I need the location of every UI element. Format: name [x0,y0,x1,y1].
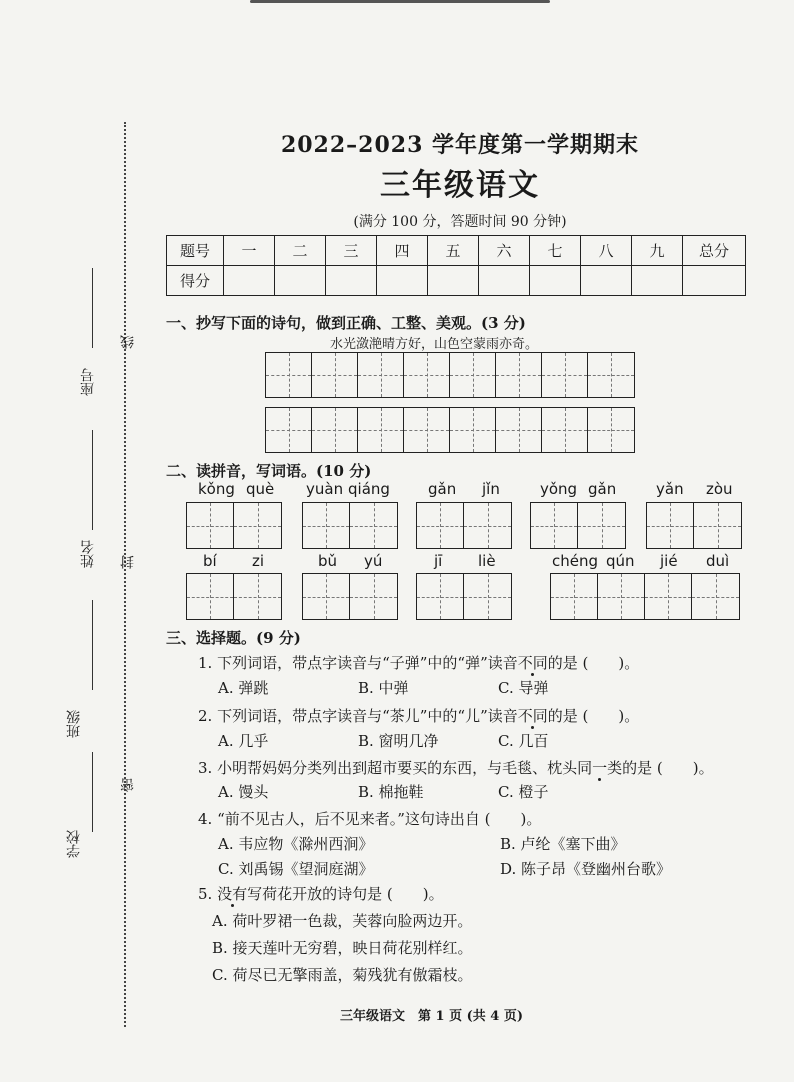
pinyin: kǒng [198,480,235,498]
school-underline [92,752,93,832]
col-1: 一 [224,236,275,266]
grid-cell[interactable] [647,503,694,548]
pinyin: zi [252,552,265,570]
scan-edge [250,0,550,3]
q5-option-c[interactable]: C. 荷尽已无擎雨盖，菊残犹有傲霜枝。 [212,966,473,984]
grid-cell[interactable] [187,503,234,548]
pinyin: liè [478,552,496,570]
question-1 [198,652,639,673]
grid-cell[interactable] [350,503,397,548]
pinyin: chéng [552,552,599,570]
name-label: 姓名 [80,540,96,568]
grid-cell[interactable] [187,574,234,619]
grid-cell[interactable] [234,503,281,548]
grid-cell[interactable] [496,353,542,397]
q2-dotted: 不同 [517,707,548,725]
score-cell[interactable] [632,266,683,296]
score-cell[interactable] [326,266,377,296]
grid-cell[interactable] [404,353,450,397]
col-8: 八 [581,236,632,266]
grid-cell[interactable] [266,408,312,452]
q4-option-a[interactable]: A. 韦应物《滁州西涧》 [218,835,374,853]
q4-option-b[interactable]: B. 卢纶《塞下曲》 [500,835,626,853]
score-cell[interactable] [530,266,581,296]
word-box-four[interactable] [550,573,740,620]
pinyin: yǒng [540,480,578,498]
pinyin: bǔ [318,552,338,570]
grid-cell[interactable] [266,353,312,397]
grid-cell[interactable] [692,574,739,619]
q1-option-b[interactable]: B. 中弹 [358,679,409,697]
section1-heading: 一、抄写下面的诗句，做到正确、工整、美观。(3 分) [166,314,526,332]
grid-cell[interactable] [531,503,578,548]
score-cell[interactable] [275,266,326,296]
q2-option-b[interactable]: B. 窗明几净 [358,732,439,750]
exam-title-year: 2022–2023 学年度第一学期期末 [280,132,640,158]
grid-cell[interactable] [358,353,404,397]
score-cell[interactable] [479,266,530,296]
grid-cell[interactable] [303,574,350,619]
binding-seal-char: 封 [120,555,136,569]
grid-cell[interactable] [551,574,598,619]
q5-num: 5. [198,885,218,903]
copy-grid-row-2[interactable] [265,407,635,453]
word-box[interactable] [302,573,398,620]
question-5 [198,883,444,904]
grid-cell[interactable] [694,503,741,548]
col-7: 七 [530,236,581,266]
score-cell[interactable] [428,266,479,296]
pinyin: duì [706,552,730,570]
pinyin: què [246,480,275,498]
pinyin: jī [434,552,443,570]
word-box[interactable] [530,502,626,549]
q5-dotted: 没有 [217,885,248,903]
grid-cell[interactable] [417,503,464,548]
col-6: 六 [479,236,530,266]
grid-cell[interactable] [464,503,511,548]
grid-cell[interactable] [350,574,397,619]
grid-cell[interactable] [234,574,281,619]
question-4: 4. “前不见古人，后不见来者。”这句诗出自 ( )。 [198,810,542,828]
col-2: 二 [275,236,326,266]
score-table-row-number [167,236,746,266]
q3-text-end: 的是 ( )。 [622,759,714,777]
word-box[interactable] [416,502,512,549]
pinyin: gǎn [588,480,617,498]
q1-dotted: 不同 [517,654,548,672]
pinyin: jié [660,552,678,570]
q3-option-c[interactable]: C. 橙子 [498,783,549,801]
q5-option-b[interactable]: B. 接天莲叶无穷碧，映日荷花别样红。 [212,939,473,957]
grid-cell[interactable] [598,574,645,619]
binding-mi-char: 密 [120,778,136,792]
section2-heading: 二、读拼音，写词语。(10 分) [166,462,372,480]
row-head-score: 得分 [167,266,224,296]
grid-cell[interactable] [358,408,404,452]
q4-option-d[interactable]: D. 陈子昂《登幽州台歌》 [500,860,672,878]
grid-cell[interactable] [588,408,634,452]
grid-cell[interactable] [312,408,358,452]
grid-cell[interactable] [450,353,496,397]
score-cell[interactable] [683,266,746,296]
name-underline [92,430,93,530]
pinyin: bí [203,552,217,570]
q3-text: 3. 小明帮妈妈分类列出到超市要买的东西，与毛毯、枕头 [198,759,578,777]
question-3 [198,757,714,778]
grid-cell[interactable] [450,408,496,452]
q2-option-a[interactable]: A. 几乎 [218,732,269,750]
grid-cell[interactable] [417,574,464,619]
q1-option-c[interactable]: C. 导弹 [498,679,549,697]
pinyin: gǎn [428,480,457,498]
binding-line-char: 线 [120,335,136,349]
q3-option-b[interactable]: B. 棉拖鞋 [358,783,424,801]
word-box[interactable] [416,573,512,620]
q3-dotted: 同一类 [577,759,623,777]
page-footer: 三年级语文 第 1 页 (共 4 页) [340,1009,524,1024]
grid-cell[interactable] [464,574,511,619]
grid-cell[interactable] [542,408,588,452]
pinyin: yuàn [306,480,344,498]
copy-grid-row-1[interactable] [265,352,635,398]
seat-underline [92,268,93,348]
word-box[interactable] [646,502,742,549]
q2-option-c[interactable]: C. 几百 [498,732,549,750]
q5-text-end: 写荷花开放的诗句是 ( )。 [247,885,444,903]
binding-dotted-line [124,122,126,1027]
q3-option-a[interactable]: A. 馒头 [218,783,269,801]
exam-subtitle: (满分 100 分，答题时间 90 分钟) [353,214,567,230]
q1-text: 1. 下列词语，带点字读音与“子弹”中的“弹”读音 [198,654,518,672]
score-cell[interactable] [377,266,428,296]
q1-text-end: 的是 ( )。 [547,654,640,672]
class-label: 班级 [66,710,82,738]
q2-text-end: 的是 ( )。 [547,707,640,725]
q5-option-a[interactable]: A. 荷叶罗裙一色裁，芙蓉向脸两边开。 [212,912,473,930]
section3-heading: 三、选择题。(9 分) [166,629,301,647]
poem-line: 水光潋滟晴方好，山色空蒙雨亦奇。 [330,337,539,352]
pinyin: zòu [706,480,733,498]
grid-cell[interactable] [645,574,692,619]
pinyin: qún [606,552,635,570]
col-9: 九 [632,236,683,266]
grid-cell[interactable] [496,408,542,452]
grid-cell[interactable] [588,353,634,397]
grid-cell[interactable] [542,353,588,397]
col-3: 三 [326,236,377,266]
question-2 [198,705,639,726]
score-cell[interactable] [224,266,275,296]
q4-option-c[interactable]: C. 刘禹锡《望洞庭湖》 [218,860,374,878]
word-box[interactable] [186,573,282,620]
q2-text: 2. 下列词语，带点字读音与“茶儿”中的“儿”读音 [198,707,518,725]
grid-cell[interactable] [303,503,350,548]
class-underline [92,600,93,690]
col-total: 总分 [683,236,746,266]
row-head-number: 题号 [167,236,224,266]
pinyin: yǎn [656,480,684,498]
word-box[interactable] [302,502,398,549]
grid-cell[interactable] [312,353,358,397]
seat-label: 座号 [80,368,96,396]
word-box[interactable] [186,502,282,549]
pinyin: yú [364,552,383,570]
exam-title-subject: 三年级语文 [380,168,540,203]
grid-cell[interactable] [404,408,450,452]
col-4: 四 [377,236,428,266]
col-5: 五 [428,236,479,266]
pinyin: jǐn [482,480,500,498]
score-cell[interactable] [581,266,632,296]
grid-cell[interactable] [578,503,625,548]
score-table [166,235,746,296]
q1-option-a[interactable]: A. 弹跳 [218,679,269,697]
score-table-row-score [167,266,746,296]
school-label: 学校 [66,830,82,858]
pinyin: qiáng [348,480,390,498]
